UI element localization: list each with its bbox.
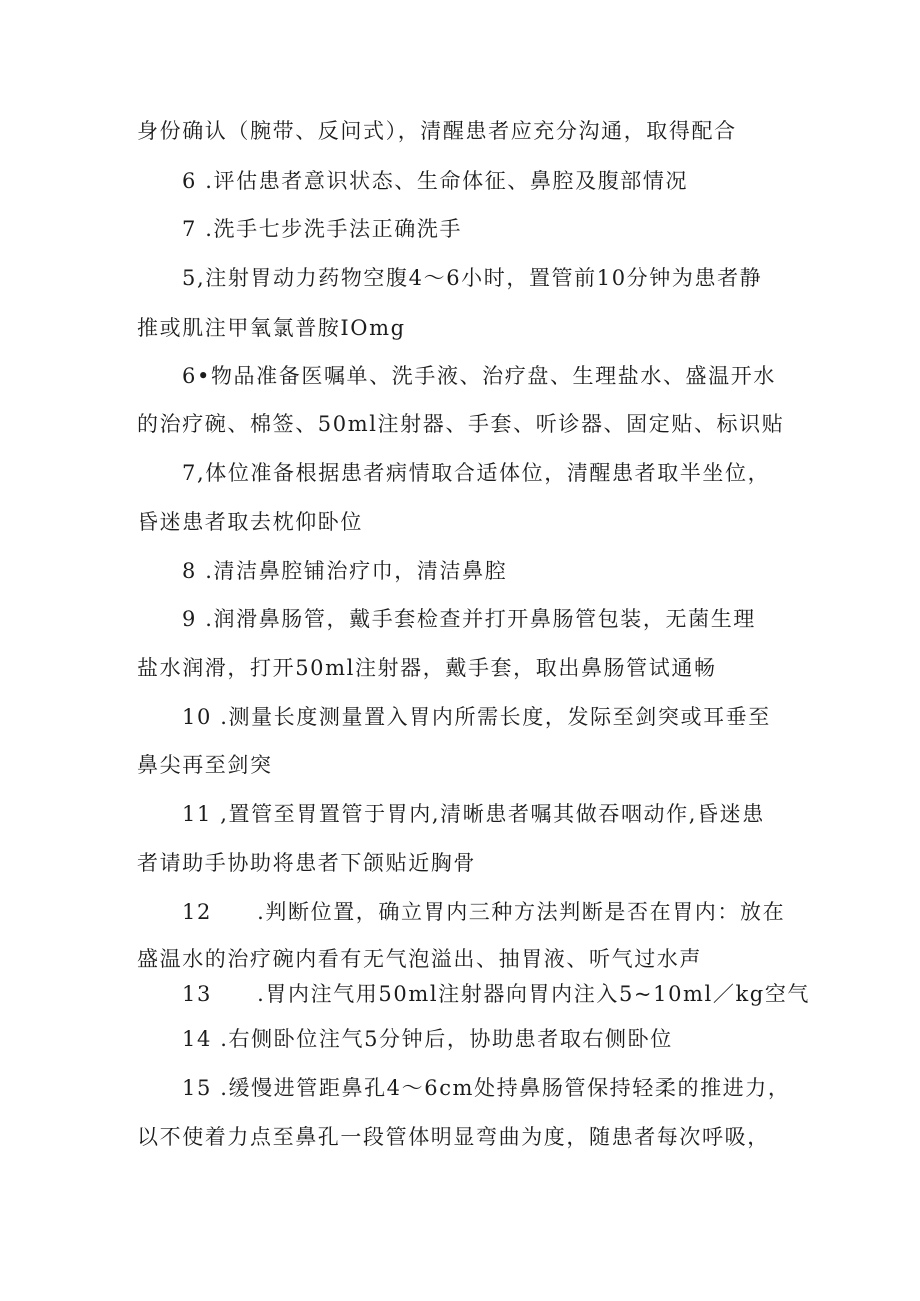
step-13-air-injection: 13 .胃内注气用50ml注射器向胃内注入5~10ml／kg空气 [182, 982, 811, 1006]
step-14-right-lateral: 14 .右侧卧位注气5分钟后，协助患者取右侧卧位 [182, 1027, 673, 1051]
step-15-advance: 15 .缓慢进管距鼻孔4～6cm处持鼻肠管保持轻柔的推进力， [182, 1076, 791, 1100]
step-15-advance-cont: 以不使着力点至鼻孔一段管体明显弯曲为度，随患者每次呼吸， [137, 1125, 770, 1149]
step-7-handwash: 7 .洗手七步洗手法正确洗手 [182, 217, 463, 241]
text-line-identity-check: 身份确认（腕带、反问式），清醒患者应充分沟通，取得配合 [137, 119, 737, 143]
step-5-medication: 5,注射胃动力药物空腹4～6小时，置管前10分钟为患者静 [182, 266, 763, 290]
step-7-position-cont: 昏迷患者取去枕仰卧位 [137, 510, 363, 534]
step-6-supplies: 6•物品准备医嘱单、洗手液、治疗盘、生理盐水、盛温开水 [182, 364, 776, 388]
step-5-medication-cont: 推或肌注甲氧氯普胺IOmg [137, 316, 406, 340]
step-12-verify: 12 .判断位置，确立胃内三种方法判断是否在胃内：放在 [182, 900, 786, 924]
step-7-position: 7,体位准备根据患者病情取合适体位，清醒患者取半坐位， [182, 461, 771, 485]
step-9-lubricate-cont: 盐水润滑，打开50ml注射器，戴手套，取出鼻肠管试通畅 [137, 656, 717, 680]
step-11-insert: 11 ,置管至胃置管于胃内,清晰患者嘱其做吞咽动作,昏迷患 [182, 802, 765, 826]
step-10-measure-cont: 鼻尖再至剑突 [137, 753, 273, 777]
step-8-clean-nasal: 8 .清洁鼻腔铺治疗巾，清洁鼻腔 [182, 559, 508, 583]
step-6-assess: 6 .评估患者意识状态、生命体征、鼻腔及腹部情况 [182, 169, 689, 193]
step-12-verify-cont: 盛温水的治疗碗内看有无气泡溢出、抽胃液、听气过水声 [137, 947, 702, 971]
step-10-measure: 10 .测量长度测量置入胃内所需长度，发际至剑突或耳垂至 [182, 705, 771, 729]
step-11-insert-cont: 者请助手协助将患者下颌贴近胸骨 [137, 851, 476, 875]
step-9-lubricate: 9 .润滑鼻肠管，戴手套检查并打开鼻肠管包装，无菌生理 [182, 607, 756, 631]
step-6-supplies-cont: 的治疗碗、棉签、50ml注射器、手套、听诊器、固定贴、标识贴 [137, 412, 785, 436]
